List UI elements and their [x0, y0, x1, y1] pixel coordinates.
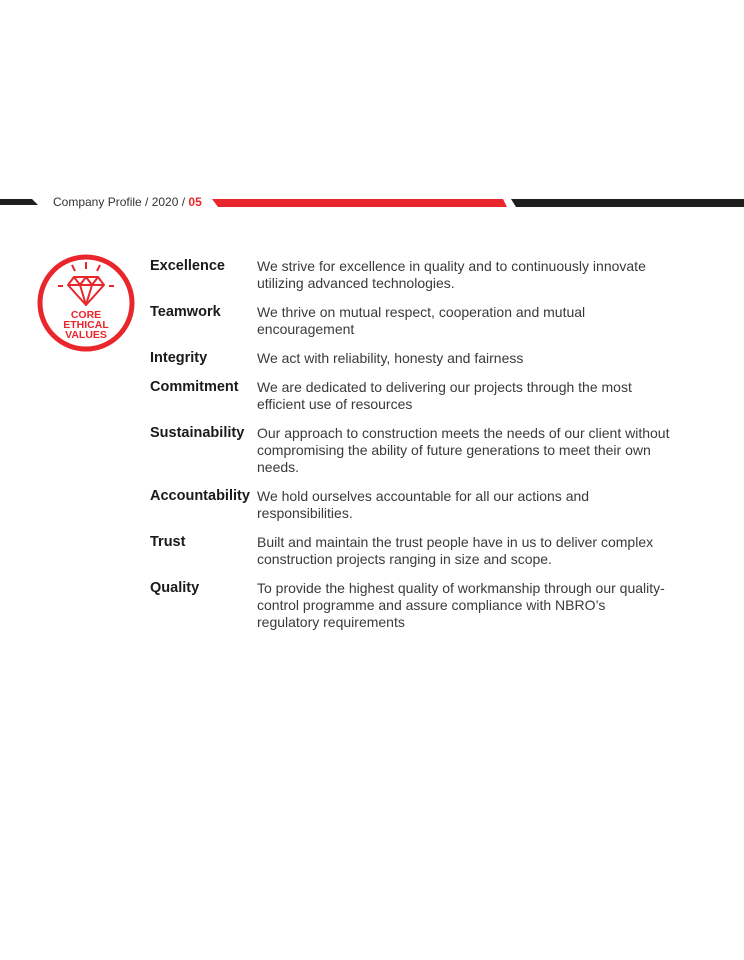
- values-list: [150, 258, 670, 643]
- badge-line-2: ETHICAL: [63, 319, 109, 331]
- value-description: To provide the highest quality of workmanship through our quality-control programme and assure compliance with NBRO’s regulatory requirements: [257, 580, 665, 630]
- value-description: We act with reliability, honesty and fairness: [257, 350, 524, 366]
- value-row: [150, 304, 670, 338]
- value-row: [150, 534, 670, 568]
- value-term: Excellence: [150, 258, 225, 274]
- value-row: [150, 488, 670, 522]
- value-term: Trust: [150, 534, 186, 550]
- value-term: Quality: [150, 580, 200, 596]
- value-term: Sustainability: [150, 425, 245, 441]
- value-description: Our approach to construction meets the needs of our client without compromising the ability of future generations to meet their own needs.: [257, 425, 670, 475]
- value-description: We are dedicated to delivering our projects through the most efficient use of resources: [257, 379, 632, 412]
- value-term: Accountability: [150, 488, 250, 504]
- badge-line-3: VALUES: [65, 329, 107, 341]
- value-description: We strive for excellence in quality and to continuously innovate utilizing advanced technologies.: [257, 258, 646, 291]
- value-row: [150, 379, 670, 413]
- value-term: Teamwork: [150, 304, 221, 320]
- value-row: [150, 350, 670, 367]
- core-values-badge: [36, 253, 136, 353]
- value-description: We hold ourselves accountable for all our actions and responsibilities.: [257, 488, 590, 521]
- diamond-icon: [58, 262, 114, 305]
- value-term: Integrity: [150, 350, 208, 366]
- page-header: [53, 195, 206, 209]
- value-row: [150, 580, 670, 631]
- page-number: 05: [188, 195, 202, 209]
- value-row: [150, 258, 670, 292]
- badge-line-1: CORE: [70, 309, 102, 321]
- value-description: We thrive on mutual respect, cooperation and mutual encouragement: [257, 304, 586, 337]
- value-description: Built and maintain the trust people have in us to deliver complex construction projects ranging in size and scope.: [257, 534, 654, 567]
- value-row: [150, 425, 670, 476]
- header-prefix: Company Profile / 2020 /: [53, 195, 189, 209]
- value-term: Commitment: [150, 379, 239, 395]
